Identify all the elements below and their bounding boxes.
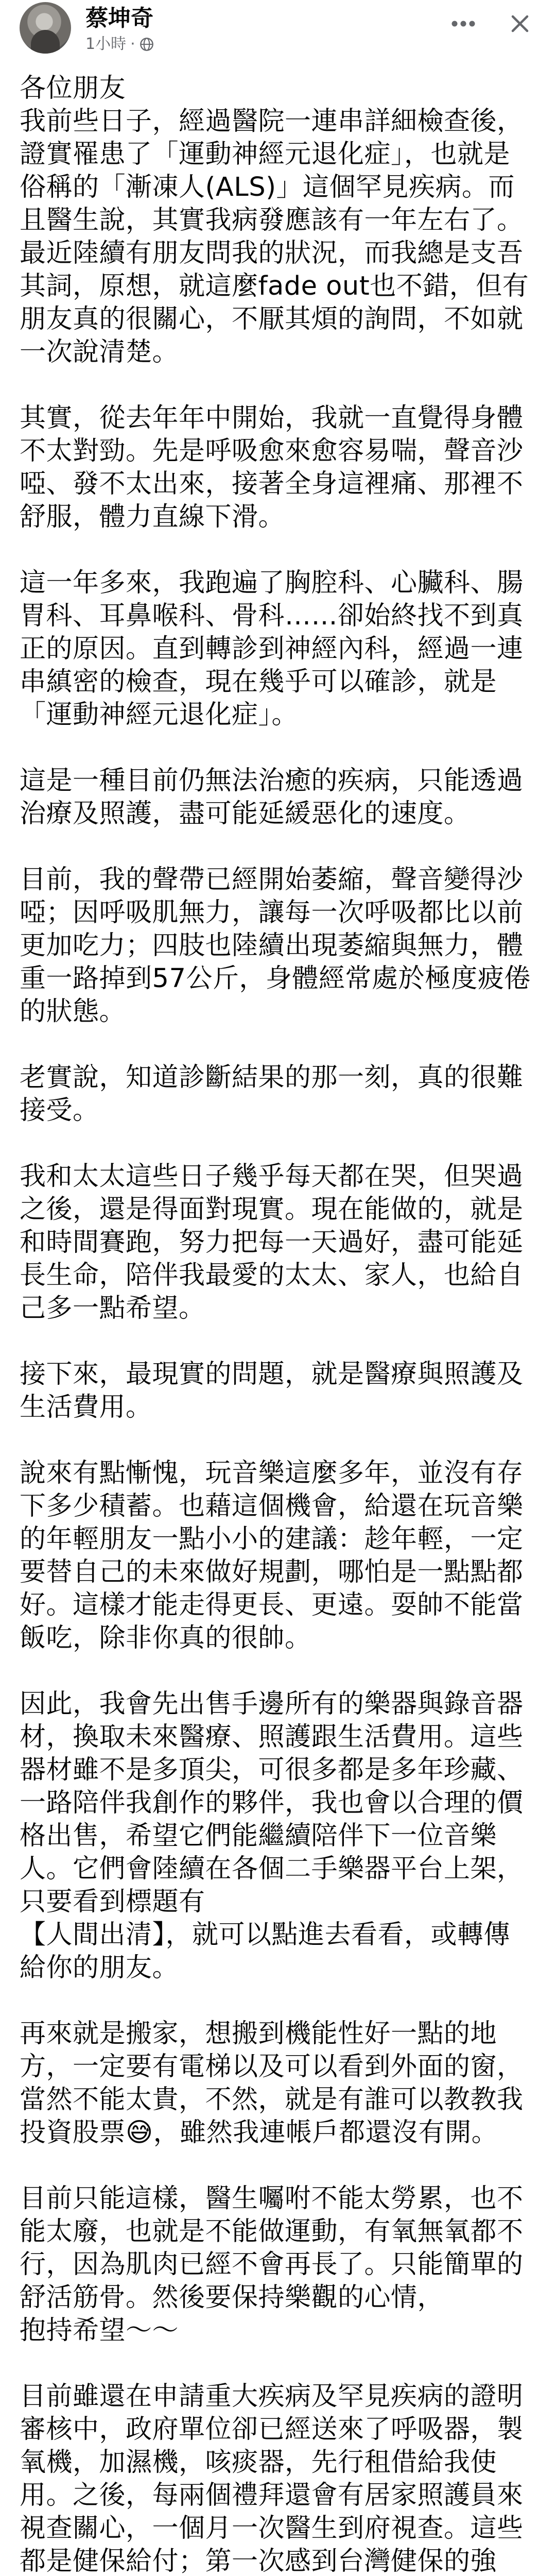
more-options-button[interactable]	[448, 8, 479, 39]
post-paragraph: 這是一種目前仍無法治癒的疾病，只能透過治療及照護，盡可能延緩惡化的速度。	[20, 766, 524, 829]
close-button[interactable]	[505, 8, 535, 39]
post-paragraph: 因此，我會先出售手邊所有的樂器與錄音器材，換取未來醫療、照護跟生活費用。這些器材雖不是多頂尖，可很多都是多年珍藏、一路陪伴我創作的夥伴，我也會以合理的價格出售，希望它們能繼續陪伴下一位音樂人。它們會陸續在各個二手樂器平台上架，只要看到標題有 【人間出清】，就可以點進去看看，或轉傳給你的朋友。	[20, 1689, 524, 1983]
post-meta	[85, 35, 154, 54]
post-paragraph: 其實，從去年年中開始，我就一直覺得身體不太對勁。先是呼吸愈來愈容易喘，聲音沙啞、發不太出來，接著全身這裡痛、那裡不舒服，體力直線下滑。	[20, 403, 524, 532]
close-icon	[510, 13, 530, 34]
more-dots-icon	[451, 20, 476, 27]
post-timestamp[interactable]: 1小時	[85, 35, 127, 53]
author-name[interactable]: 蔡坤奇	[85, 5, 153, 31]
avatar[interactable]	[20, 2, 71, 54]
post-paragraph: 接下來，最現實的問題，就是醫療與照護及生活費用。	[20, 1359, 524, 1422]
post-paragraph: 目前，我的聲帶已經開始萎縮，聲音變得沙啞；因呼吸肌無力，讓每一次呼吸都比以前更加吃力；四肢也陸續出現萎縮與無力，體重一路掉到57公斤，身體經常處於極度疲倦的狀態。	[20, 865, 531, 1027]
meta-separator: ·	[130, 35, 135, 53]
post-body	[0, 72, 556, 2576]
post-paragraph: 目前只能這樣，醫生囑咐不能太勞累，也不能太廢，也就是不能做運動，有氧無氧都不行，因為肌肉已經不會再長了。只能簡單的舒活筋骨。然後要保持樂觀的心情， 抱持希望～～	[20, 2183, 524, 2346]
post-paragraph: 老實說，知道診斷結果的那一刻，真的很難接受。	[20, 1062, 524, 1126]
post-header	[0, 0, 556, 72]
post-paragraph: 這一年多來，我跑遍了胸腔科、心臟科、腸胃科、耳鼻喉科、骨科……卻始終找不到真正的原因。直到轉診到神經內科，經過一連串縝密的檢查，現在幾乎可以確診，就是「運動神經元退化症」。	[20, 568, 524, 730]
post-paragraph: 說來有點慚愧，玩音樂這麼多年，並沒有存下多少積蓄。也藉這個機會，給還在玩音樂的年輕朋友一點小小的建議：趁年輕，一定要替自己的未來做好規劃，哪怕是一點點都好。這樣才能走得更長、更遠。耍帥不能當飯吃，除非你真的很帥。	[20, 1458, 524, 1653]
globe-icon	[140, 37, 154, 52]
post-paragraph: 再來就是搬家，想搬到機能性好一點的地方，一定要有電梯以及可以看到外面的窗，當然不能太貴，不然，就是有誰可以教教我投資股票😅，雖然我連帳戶都還沒有開。	[20, 2019, 524, 2148]
post-paragraph: 我和太太這些日子幾乎每天都在哭，但哭過之後，還是得面對現實。現在能做的，就是和時間賽跑，努力把每一天過好，盡可能延長生命，陪伴我最愛的太太、家人，也給自己多一點希望。	[20, 1161, 524, 1324]
post-paragraph: 各位朋友 我前些日子，經過醫院一連串詳細檢查後，證實罹患了「運動神經元退化症」，也就是俗稱的「漸凍人(ALS)」這個罕見疾病。而且醫生說，其實我病發應該有一年左右了。最近陸續有朋友問我的狀況，而我總是支吾其詞，原想，就這麼fade out也不錯，但有朋友真的很關心，不厭其煩的詢問，不如就一次說清楚。	[20, 73, 529, 367]
post-paragraph: 目前雖還在申請重大疾病及罕見疾病的證明審核中，政府單位卻已經送來了呼吸器，製氧機，加濕機，咳痰器，先行租借給我使用。之後，每兩個禮拜還會有居家照護員來視查關心，一個月一次醫生到府視查。這些都是健保給付；第一次感到台灣健保的強	[20, 2381, 524, 2576]
